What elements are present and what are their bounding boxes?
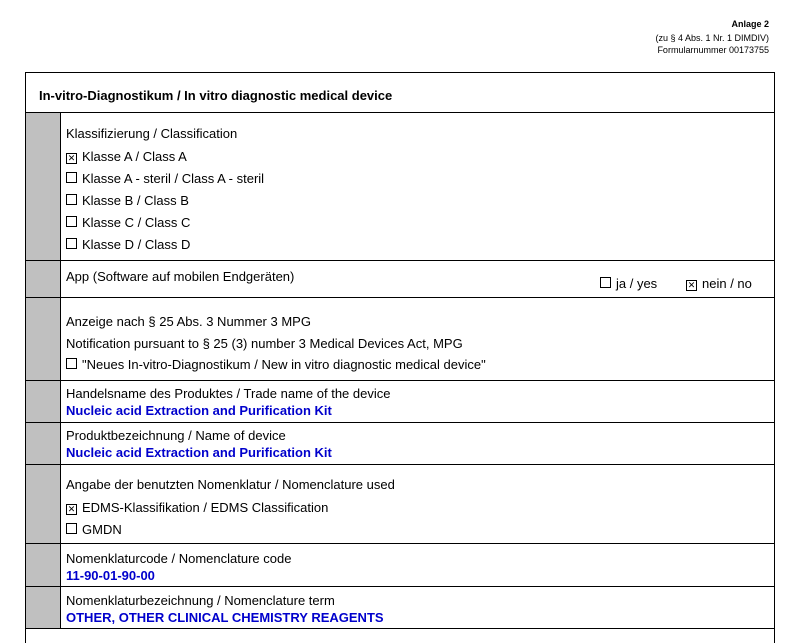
trade-name-value: Nucleic acid Extraction and Purification Kit — [66, 403, 332, 418]
row-marker — [26, 587, 61, 628]
notification-row — [26, 298, 774, 381]
section-title — [26, 73, 774, 113]
app-yes-checkbox[interactable] — [600, 277, 611, 288]
class-a-checkbox[interactable]: ✕ — [67, 153, 76, 163]
row-marker — [26, 298, 61, 380]
notification-german: Anzeige nach § 25 Abs. 3 Nummer 3 MPG — [66, 314, 311, 329]
nomenclature-code-value: 11-90-01-90-00 — [66, 568, 155, 583]
nomenclature-row — [26, 465, 774, 544]
new-ivd-label: "Neues In-vitro-Diagnostikum / New in vitro diagnostic medical device" — [82, 357, 486, 372]
new-ivd-option[interactable] — [66, 357, 486, 372]
edms-option[interactable] — [66, 500, 328, 515]
nomenclature-term-label: Nomenklaturbezeichnung / Nomenclature term — [66, 593, 335, 608]
row-marker — [26, 381, 61, 422]
class-a-steril-option[interactable] — [66, 171, 264, 186]
class-c-option[interactable] — [66, 215, 190, 230]
device-name-label: Produktbezeichnung / Name of device — [66, 428, 286, 443]
section-title-text: In-vitro-Diagnostikum / In vitro diagnostic medical device — [39, 88, 393, 103]
app-no-option[interactable] — [686, 276, 752, 291]
edms-checkbox[interactable]: ✕ — [67, 504, 76, 514]
class-c-label: Klasse C / Class C — [82, 215, 191, 230]
form-header — [469, 18, 769, 58]
form-number: Formularnummer 00173755 — [657, 45, 769, 55]
nomenclature-label: Angabe der benutzten Nomenklatur / Nomenclature used — [66, 477, 395, 492]
nomenclature-term-row — [26, 587, 774, 629]
edms-label: EDMS-Klassifikation / EDMS Classification — [82, 500, 329, 515]
annex-label: Anlage 2 — [731, 19, 769, 29]
app-yes-option[interactable] — [600, 276, 657, 291]
notification-english: Notification pursuant to § 25 (3) number 3 Medical Devices Act, MPG — [66, 336, 463, 351]
app-yes-label: ja / yes — [616, 276, 658, 291]
class-a-steril-label: Klasse A - steril / Class A - steril — [82, 171, 265, 186]
device-name-value: Nucleic acid Extraction and Purification Kit — [66, 445, 332, 460]
app-no-label: nein / no — [702, 276, 752, 291]
trade-name-row — [26, 381, 774, 423]
gmdn-option[interactable] — [66, 522, 122, 537]
class-b-label: Klasse B / Class B — [82, 193, 189, 208]
legal-reference: (zu § 4 Abs. 1 Nr. 1 DIMDIV) — [655, 33, 769, 43]
class-a-steril-checkbox[interactable] — [66, 172, 77, 183]
app-label: App (Software auf mobilen Endgeräten) — [66, 269, 295, 284]
form-table — [25, 72, 775, 643]
new-ivd-checkbox[interactable] — [66, 358, 77, 369]
device-name-row — [26, 423, 774, 465]
nomenclature-term-value: OTHER, OTHER CLINICAL CHEMISTRY REAGENTS — [66, 610, 384, 625]
app-no-checkbox[interactable]: ✕ — [687, 280, 696, 290]
class-d-option[interactable] — [66, 237, 190, 252]
row-marker — [26, 113, 61, 260]
row-marker — [26, 465, 61, 543]
row-marker — [26, 423, 61, 464]
class-a-option[interactable] — [66, 149, 187, 164]
gmdn-label: GMDN — [82, 522, 122, 537]
class-a-label: Klasse A / Class A — [82, 149, 187, 164]
nomenclature-code-row — [26, 544, 774, 587]
classification-row — [26, 113, 774, 261]
trade-name-label: Handelsname des Produktes / Trade name of the device — [66, 386, 391, 401]
gmdn-checkbox[interactable] — [66, 523, 77, 534]
app-row — [26, 261, 774, 298]
class-c-checkbox[interactable] — [66, 216, 77, 227]
row-marker — [26, 544, 61, 586]
row-marker — [26, 261, 61, 297]
class-d-label: Klasse D / Class D — [82, 237, 191, 252]
class-b-option[interactable] — [66, 193, 189, 208]
class-b-checkbox[interactable] — [66, 194, 77, 205]
nomenclature-code-label: Nomenklaturcode / Nomenclature code — [66, 551, 292, 566]
classification-label: Klassifizierung / Classification — [66, 126, 238, 141]
class-d-checkbox[interactable] — [66, 238, 77, 249]
